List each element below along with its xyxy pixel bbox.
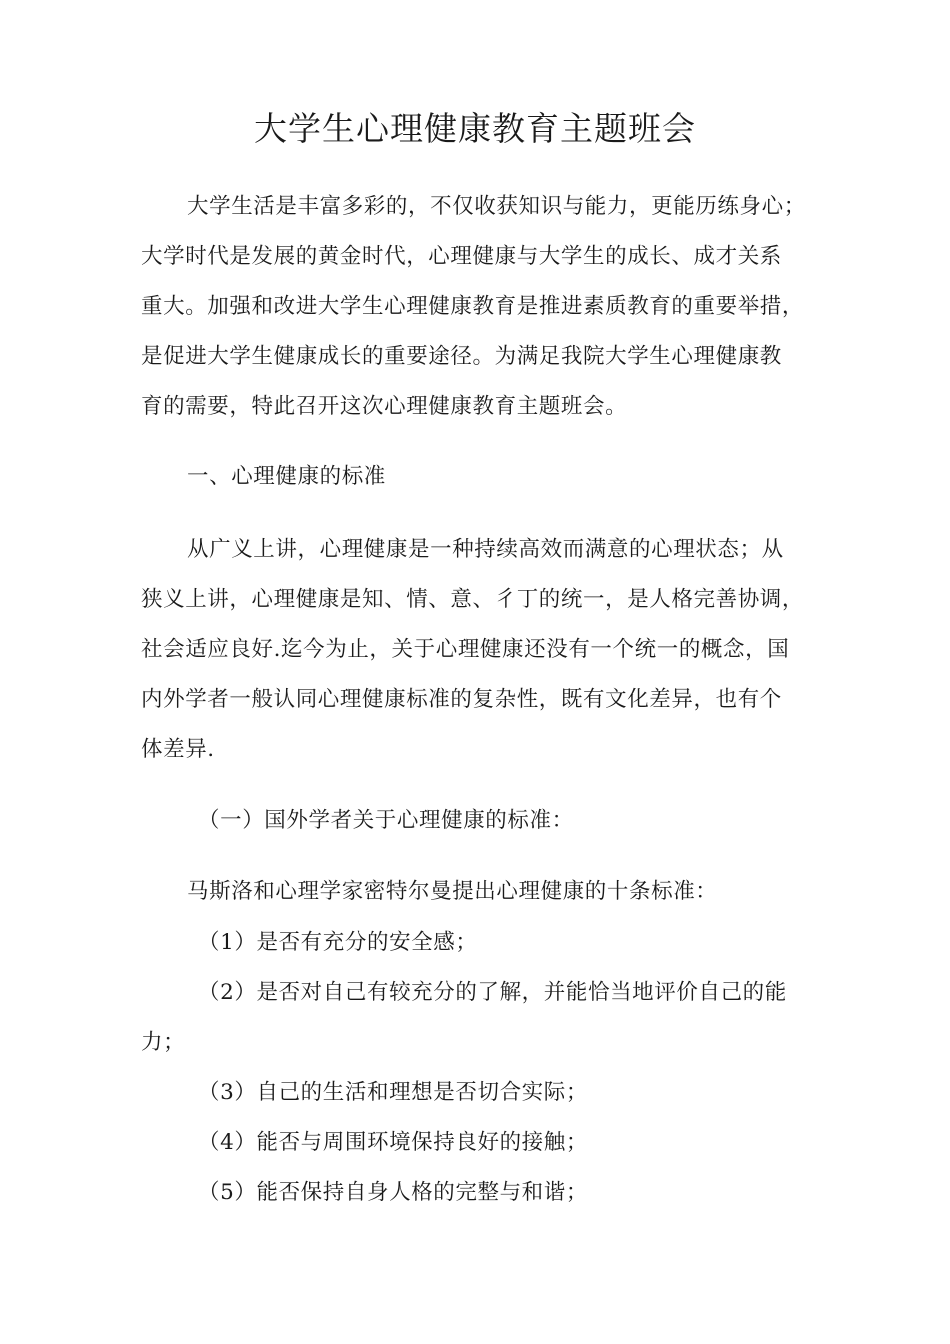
subsection-heading: （一）国外学者关于心理健康的标准： — [198, 808, 574, 833]
section-heading: 一、心理健康的标准 — [187, 464, 386, 489]
intro-line: 大学生活是丰富多彩的，不仅收获知识与能力，更能历练身心； — [187, 194, 806, 219]
list-item: 力； — [141, 1030, 186, 1055]
document-title: 大学生心理健康教育主题班会 — [254, 109, 696, 148]
section-line: 社会适应良好.迄今为止，关于心理健康还没有一个统一的概念，国 — [141, 637, 790, 662]
list-item: （3）自己的生活和理想是否切合实际； — [198, 1080, 588, 1105]
intro-line: 育的需要，特此召开这次心理健康教育主题班会。 — [141, 394, 628, 419]
section-line: 体差异. — [141, 737, 215, 762]
list-item: （2）是否对自己有较充分的了解，并能恰当地评价自己的能 — [198, 980, 787, 1005]
list-item: （1）是否有充分的安全感； — [198, 930, 478, 955]
list-item: （4）能否与周围环境保持良好的接触； — [198, 1130, 588, 1155]
list-item: （5）能否保持自身人格的完整与和谐； — [198, 1180, 588, 1205]
intro-line: 重大。加强和改进大学生心理健康教育是推进素质教育的重要举措， — [141, 294, 805, 319]
section-line: 从广义上讲，心理健康是一种持续高效而满意的心理状态；从 — [187, 537, 784, 562]
intro-line: 大学时代是发展的黄金时代，心理健康与大学生的成长、成才关系 — [141, 244, 782, 269]
section-line: 内外学者一般认同心理健康标准的复杂性，既有文化差异，也有个 — [141, 687, 782, 712]
intro-line: 是促进大学生健康成长的重要途径。为满足我院大学生心理健康教 — [141, 344, 782, 369]
section-line: 狭义上讲，心理健康是知、情、意、彳丁的统一，是人格完善协调， — [141, 587, 805, 612]
standards-lead: 马斯洛和心理学家密特尔曼提出心理健康的十条标准： — [187, 879, 718, 904]
